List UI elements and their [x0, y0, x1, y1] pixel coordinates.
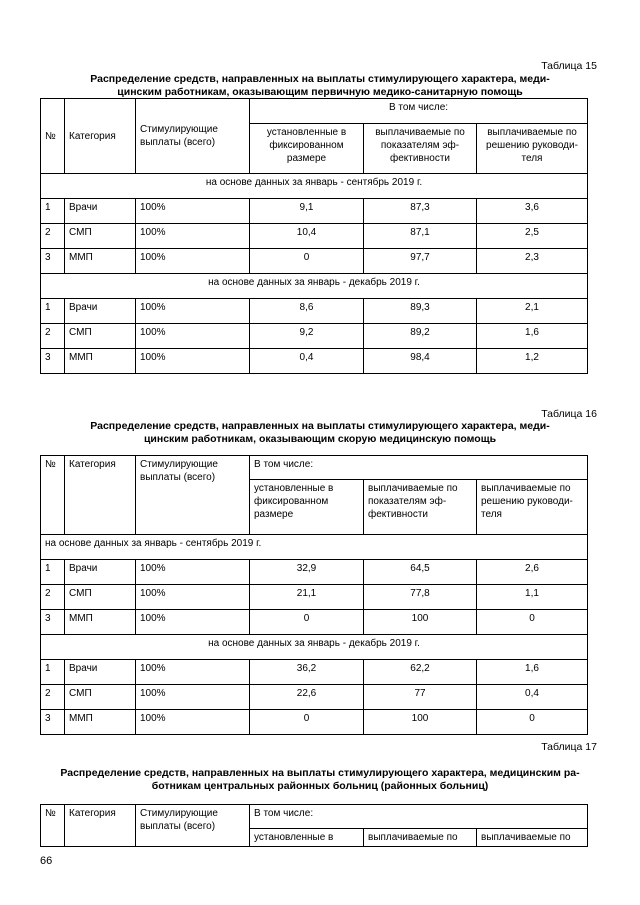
cell-category: СМП: [65, 224, 136, 249]
header-num: №: [41, 456, 65, 535]
cell-total: 100%: [136, 324, 250, 349]
cell-category: Врачи: [65, 199, 136, 224]
cell-num: 2: [41, 685, 65, 710]
cell-num: 1: [41, 660, 65, 685]
cell-num: 3: [41, 349, 65, 374]
cell-manager: 1,1: [477, 585, 588, 610]
table-17-title-line1: Распределение средств, направленных на выплаты стимулирующего характера, медицинским ра-: [60, 767, 580, 779]
table-16-title-line2: цинским работникам, оказывающим скорую медицинскую помощь: [143, 433, 497, 445]
cell-num: 1: [41, 560, 65, 585]
cell-performance: 100: [364, 610, 477, 635]
table-17-label: Таблица 17: [541, 741, 597, 753]
header-including: В том числе:: [250, 805, 588, 829]
header-manager: выплачиваемые по решению руководи-теля: [477, 480, 588, 535]
cell-category: ММП: [65, 349, 136, 374]
table-16-title-line1: Распределение средств, направленных на выплаты стимулирующего характера, меди-: [90, 420, 550, 432]
table-row: [41, 660, 588, 685]
cell-manager: 2,5: [477, 224, 588, 249]
table-17: [40, 804, 588, 847]
table-17-title-line2: ботникам центральных районных больниц (районных больниц): [151, 780, 489, 792]
cell-performance: 87,1: [364, 224, 477, 249]
cell-fixed: 10,4: [250, 224, 364, 249]
cell-category: ММП: [65, 249, 136, 274]
cell-num: 3: [41, 249, 65, 274]
cell-fixed: 8,6: [250, 299, 364, 324]
section-caption: на основе данных за январь - сентябрь 2019 г.: [41, 535, 588, 560]
cell-fixed: 0: [250, 710, 364, 735]
table-row: [41, 199, 588, 224]
cell-performance: 97,7: [364, 249, 477, 274]
table-15-title: [40, 73, 600, 99]
cell-category: СМП: [65, 585, 136, 610]
cell-total: 100%: [136, 249, 250, 274]
cell-total: 100%: [136, 560, 250, 585]
cell-category: СМП: [65, 324, 136, 349]
table-row: [41, 585, 588, 610]
cell-fixed: 36,2: [250, 660, 364, 685]
cell-performance: 62,2: [364, 660, 477, 685]
section-caption: на основе данных за январь - сентябрь 2019 г.: [41, 174, 588, 199]
table-row: [41, 560, 588, 585]
table-row: [41, 685, 588, 710]
header-performance: выплачиваемые по показателям эф-фективности: [364, 480, 477, 535]
cell-manager: 2,1: [477, 299, 588, 324]
cell-total: 100%: [136, 299, 250, 324]
page-number: 66: [40, 855, 53, 867]
cell-fixed: 21,1: [250, 585, 364, 610]
header-manager: выплачиваемые по: [477, 829, 588, 847]
header-fixed: установленные в фиксированном размере: [250, 124, 364, 174]
table-row: [41, 324, 588, 349]
cell-manager: 2,3: [477, 249, 588, 274]
cell-total: 100%: [136, 710, 250, 735]
cell-manager: 1,6: [477, 660, 588, 685]
cell-fixed: 0: [250, 249, 364, 274]
cell-num: 2: [41, 585, 65, 610]
cell-total: 100%: [136, 585, 250, 610]
cell-fixed: 9,2: [250, 324, 364, 349]
cell-performance: 89,2: [364, 324, 477, 349]
cell-fixed: 9,1: [250, 199, 364, 224]
cell-manager: 0: [477, 610, 588, 635]
header-incentive: Стимулирующие выплаты (всего): [136, 805, 250, 847]
cell-performance: 77: [364, 685, 477, 710]
table-row: [41, 349, 588, 374]
header-incentive: Стимулирующие выплаты (всего): [136, 99, 250, 174]
cell-performance: 89,3: [364, 299, 477, 324]
cell-manager: 1,6: [477, 324, 588, 349]
header-manager: выплачиваемые по решению руководи-теля: [477, 124, 588, 174]
cell-total: 100%: [136, 349, 250, 374]
cell-fixed: 22,6: [250, 685, 364, 710]
header-category: Категория: [65, 805, 136, 847]
cell-total: 100%: [136, 610, 250, 635]
table-15-title-line1: Распределение средств, направленных на выплаты стимулирующего характера, меди-: [90, 73, 550, 85]
cell-total: 100%: [136, 224, 250, 249]
header-including: В том числе:: [250, 456, 588, 480]
cell-num: 1: [41, 199, 65, 224]
cell-num: 3: [41, 710, 65, 735]
header-fixed: установленные в фиксированном размере: [250, 480, 364, 535]
cell-fixed: 32,9: [250, 560, 364, 585]
header-fixed: установленные в: [250, 829, 364, 847]
cell-performance: 100: [364, 710, 477, 735]
table-15: [40, 98, 588, 374]
cell-category: СМП: [65, 685, 136, 710]
header-num: №: [41, 805, 65, 847]
table-16-title: [40, 420, 600, 446]
table-15-label: Таблица 15: [541, 60, 597, 72]
header-category: Категория: [65, 456, 136, 535]
header-incentive: Стимулирующие выплаты (всего): [136, 456, 250, 535]
cell-manager: 0: [477, 710, 588, 735]
cell-fixed: 0,4: [250, 349, 364, 374]
cell-performance: 98,4: [364, 349, 477, 374]
table-row: [41, 224, 588, 249]
cell-category: Врачи: [65, 560, 136, 585]
cell-performance: 77,8: [364, 585, 477, 610]
header-category: Категория: [65, 99, 136, 174]
cell-manager: 2,6: [477, 560, 588, 585]
cell-num: 2: [41, 324, 65, 349]
header-including: В том числе:: [250, 99, 588, 124]
cell-total: 100%: [136, 199, 250, 224]
cell-total: 100%: [136, 660, 250, 685]
cell-performance: 87,3: [364, 199, 477, 224]
table-row: [41, 710, 588, 735]
header-num: №: [41, 99, 65, 174]
cell-num: 1: [41, 299, 65, 324]
cell-fixed: 0: [250, 610, 364, 635]
table-16: [40, 455, 588, 735]
cell-manager: 0,4: [477, 685, 588, 710]
table-16-label: Таблица 16: [541, 408, 597, 420]
table-row: [41, 610, 588, 635]
header-performance: выплачиваемые по: [364, 829, 477, 847]
cell-num: 3: [41, 610, 65, 635]
cell-manager: 1,2: [477, 349, 588, 374]
table-row: [41, 249, 588, 274]
cell-num: 2: [41, 224, 65, 249]
cell-category: ММП: [65, 710, 136, 735]
cell-performance: 64,5: [364, 560, 477, 585]
cell-manager: 3,6: [477, 199, 588, 224]
cell-category: Врачи: [65, 660, 136, 685]
section-caption: на основе данных за январь - декабрь 2019 г.: [41, 635, 588, 660]
section-caption: на основе данных за январь - декабрь 2019 г.: [41, 274, 588, 299]
table-17-title: [40, 767, 600, 793]
cell-category: ММП: [65, 610, 136, 635]
header-performance: выплачиваемые по показателям эф-фективности: [364, 124, 477, 174]
table-15-title-line2: цинским работникам, оказывающим первичную медико-санитарную помощь: [117, 86, 523, 98]
cell-total: 100%: [136, 685, 250, 710]
table-row: [41, 299, 588, 324]
cell-category: Врачи: [65, 299, 136, 324]
